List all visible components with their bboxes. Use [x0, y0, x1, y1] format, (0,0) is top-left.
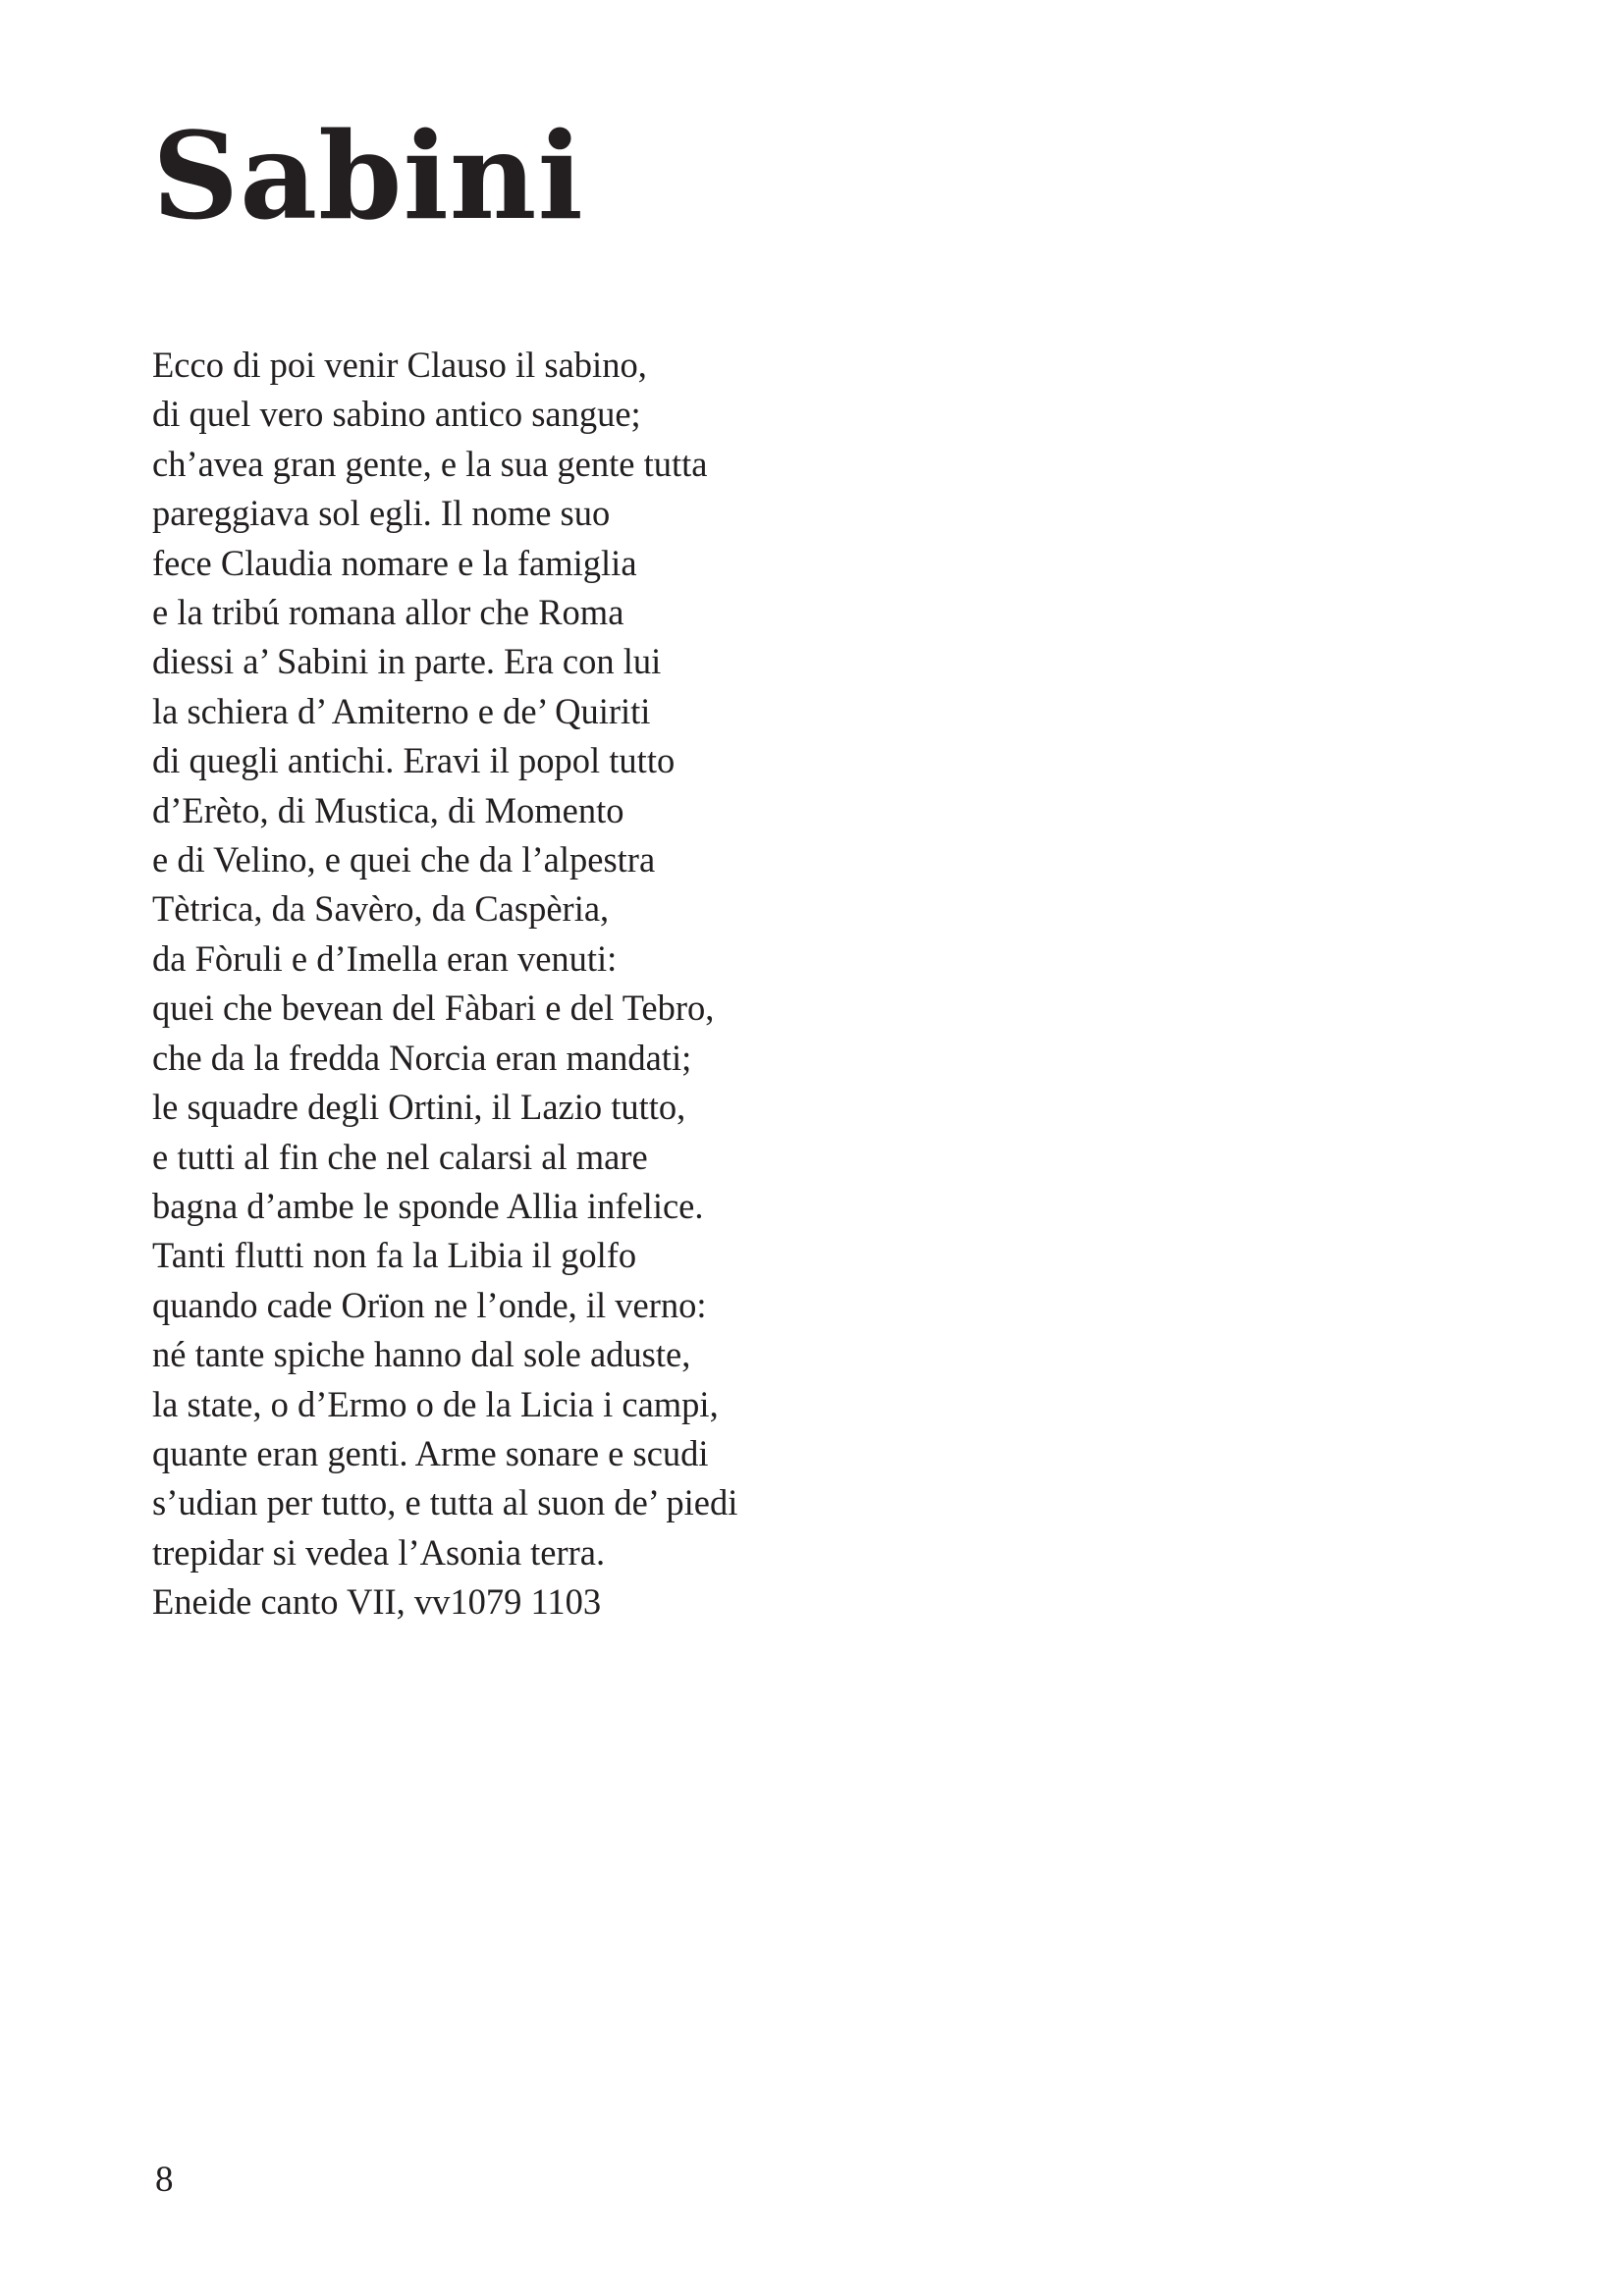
poem-line: quando cade Orïon ne l’onde, il verno:	[152, 1284, 707, 1325]
poem-line: da Fòruli e d’Imella eran venuti:	[152, 937, 618, 979]
poem-line: e di Velino, e quei che da l’alpestra	[152, 839, 656, 881]
poem-line: s’udian per tutto, e tutta al suon de’ piedi	[152, 1482, 738, 1523]
poem-line: bagna d’ambe le sponde Allia infelice.	[152, 1185, 704, 1226]
poem-line: di quel vero sabino antico sangue;	[152, 394, 641, 435]
poem-line: di quegli antichi. Eravi il popol tutto	[152, 740, 676, 781]
poem-line: pareggiava sol egli. Il nome suo	[152, 493, 611, 534]
poem-line: le squadre degli Ortini, il Lazio tutto,	[152, 1087, 686, 1128]
poem-line: Tètrica, da Savèro, da Caspèria,	[152, 888, 610, 930]
poem-line: trepidar si vedea l’Asonia terra.	[152, 1531, 606, 1573]
poem-line: e la tribú romana allor che Roma	[152, 592, 624, 633]
poem-line: d’Erèto, di Mustica, di Momento	[152, 789, 624, 830]
poem-line: fece Claudia nomare e la famiglia	[152, 542, 637, 583]
poem-line: che da la fredda Norcia eran mandati;	[152, 1037, 692, 1078]
poem-line: e tutti al fin che nel calarsi al mare	[152, 1136, 648, 1177]
poem-text	[152, 341, 737, 1628]
poem-line: la state, o d’Ermo o de la Licia i campi,	[152, 1383, 719, 1424]
page-title: Sabini	[152, 105, 584, 246]
page-number: 8	[155, 2160, 174, 2200]
poem-citation: Eneide canto VII, vv1079 1103	[152, 1581, 602, 1623]
poem-line: Ecco di poi venir Clauso il sabino,	[152, 345, 647, 385]
poem-line: la schiera d’ Amiterno e de’ Quiriti	[152, 690, 651, 731]
poem-line: quante eran genti. Arme sonare e scudi	[152, 1432, 709, 1473]
poem-line: quei che bevean del Fàbari e del Tebro,	[152, 988, 715, 1029]
poem-line: né tante spiche hanno dal sole aduste,	[152, 1334, 691, 1375]
poem-line: ch’avea gran gente, e la sua gente tutta	[152, 443, 708, 484]
poem-line: diessi a’ Sabini in parte. Era con lui	[152, 641, 662, 682]
poem-line: Tanti flutti non fa la Libia il golfo	[152, 1235, 637, 1276]
